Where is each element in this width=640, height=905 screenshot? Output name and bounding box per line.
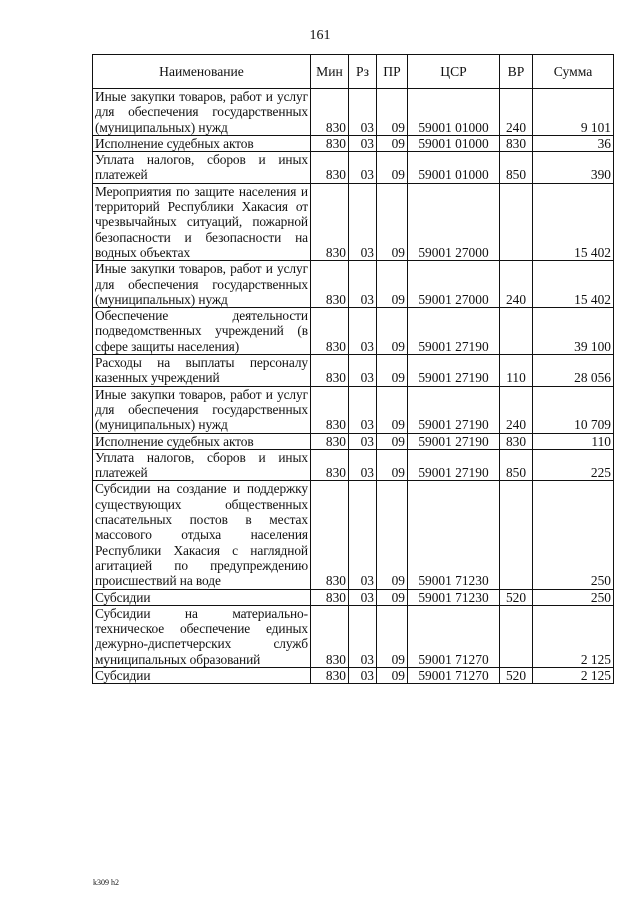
row-min: 830 bbox=[311, 386, 349, 433]
row-csr: 59001 71270 bbox=[408, 605, 500, 667]
row-sum: 36 bbox=[533, 135, 614, 151]
row-sum: 39 100 bbox=[533, 308, 614, 355]
row-min: 830 bbox=[311, 89, 349, 136]
row-csr: 59001 27190 bbox=[408, 308, 500, 355]
row-min: 830 bbox=[311, 667, 349, 683]
row-vr: 850 bbox=[500, 449, 533, 481]
row-name: Иные закупки товаров, работ и услуг для обеспечения государственных (муниципальных) нужд bbox=[93, 89, 311, 136]
row-pr: 09 bbox=[377, 589, 408, 605]
row-csr: 59001 27190 bbox=[408, 386, 500, 433]
column-header-rz: Рз bbox=[349, 55, 377, 89]
row-sum: 2 125 bbox=[533, 667, 614, 683]
row-min: 830 bbox=[311, 481, 349, 589]
row-csr: 59001 27190 bbox=[408, 355, 500, 387]
column-header-csr: ЦСР bbox=[408, 55, 500, 89]
row-sum: 28 056 bbox=[533, 355, 614, 387]
row-min: 830 bbox=[311, 433, 349, 449]
row-min: 830 bbox=[311, 261, 349, 308]
row-csr: 59001 71230 bbox=[408, 589, 500, 605]
row-csr: 59001 01000 bbox=[408, 135, 500, 151]
row-sum: 225 bbox=[533, 449, 614, 481]
row-vr: 830 bbox=[500, 433, 533, 449]
footer-code: k309 h2 bbox=[93, 878, 119, 887]
row-csr: 59001 27190 bbox=[408, 449, 500, 481]
row-vr bbox=[500, 481, 533, 589]
row-csr: 59001 01000 bbox=[408, 152, 500, 184]
budget-table bbox=[92, 54, 614, 684]
row-vr: 240 bbox=[500, 261, 533, 308]
row-sum: 2 125 bbox=[533, 605, 614, 667]
row-rz: 03 bbox=[349, 152, 377, 184]
row-min: 830 bbox=[311, 605, 349, 667]
row-min: 830 bbox=[311, 183, 349, 260]
row-min: 830 bbox=[311, 589, 349, 605]
row-rz: 03 bbox=[349, 605, 377, 667]
row-name: Исполнение судебных актов bbox=[93, 433, 311, 449]
table-row bbox=[93, 308, 614, 355]
row-pr: 09 bbox=[377, 605, 408, 667]
table-row bbox=[93, 433, 614, 449]
row-rz: 03 bbox=[349, 589, 377, 605]
row-rz: 03 bbox=[349, 481, 377, 589]
row-name: Субсидии bbox=[93, 667, 311, 683]
row-sum: 110 bbox=[533, 433, 614, 449]
row-rz: 03 bbox=[349, 355, 377, 387]
table-row bbox=[93, 183, 614, 260]
row-vr: 240 bbox=[500, 386, 533, 433]
table-row bbox=[93, 386, 614, 433]
row-sum: 250 bbox=[533, 589, 614, 605]
row-vr: 240 bbox=[500, 89, 533, 136]
table-row bbox=[93, 135, 614, 151]
row-rz: 03 bbox=[349, 433, 377, 449]
row-csr: 59001 27190 bbox=[408, 433, 500, 449]
row-pr: 09 bbox=[377, 386, 408, 433]
row-vr bbox=[500, 308, 533, 355]
row-vr bbox=[500, 605, 533, 667]
row-pr: 09 bbox=[377, 261, 408, 308]
column-header-pr: ПР bbox=[377, 55, 408, 89]
row-vr: 110 bbox=[500, 355, 533, 387]
row-csr: 59001 27000 bbox=[408, 261, 500, 308]
row-csr: 59001 27000 bbox=[408, 183, 500, 260]
row-min: 830 bbox=[311, 355, 349, 387]
table-row bbox=[93, 589, 614, 605]
row-vr: 520 bbox=[500, 667, 533, 683]
row-pr: 09 bbox=[377, 667, 408, 683]
row-name: Субсидии на материально-техническое обеспечение единых дежурно-диспетчерских служб муниципальных образований bbox=[93, 605, 311, 667]
row-rz: 03 bbox=[349, 308, 377, 355]
row-sum: 250 bbox=[533, 481, 614, 589]
table-row bbox=[93, 605, 614, 667]
column-header-name: Наименование bbox=[93, 55, 311, 89]
page-number: 161 bbox=[309, 28, 331, 43]
row-pr: 09 bbox=[377, 308, 408, 355]
table-row bbox=[93, 152, 614, 184]
row-min: 830 bbox=[311, 449, 349, 481]
row-vr bbox=[500, 183, 533, 260]
row-sum: 10 709 bbox=[533, 386, 614, 433]
row-vr: 830 bbox=[500, 135, 533, 151]
table-row bbox=[93, 89, 614, 136]
row-sum: 15 402 bbox=[533, 183, 614, 260]
row-sum: 9 101 bbox=[533, 89, 614, 136]
row-name: Иные закупки товаров, работ и услуг для обеспечения государственных (муниципальных) нужд bbox=[93, 261, 311, 308]
row-pr: 09 bbox=[377, 355, 408, 387]
row-name: Иные закупки товаров, работ и услуг для обеспечения государственных (муниципальных) нужд bbox=[93, 386, 311, 433]
row-pr: 09 bbox=[377, 135, 408, 151]
row-rz: 03 bbox=[349, 667, 377, 683]
row-sum: 15 402 bbox=[533, 261, 614, 308]
row-csr: 59001 71230 bbox=[408, 481, 500, 589]
row-csr: 59001 71270 bbox=[408, 667, 500, 683]
row-name: Исполнение судебных актов bbox=[93, 135, 311, 151]
table-row bbox=[93, 261, 614, 308]
row-min: 830 bbox=[311, 135, 349, 151]
table-row bbox=[93, 481, 614, 589]
row-name: Обеспечение деятельности подведомственных учреждений (в сфере защиты населения) bbox=[93, 308, 311, 355]
row-min: 830 bbox=[311, 308, 349, 355]
table-header-row bbox=[93, 55, 614, 89]
row-rz: 03 bbox=[349, 261, 377, 308]
table-row bbox=[93, 449, 614, 481]
column-header-vr: ВР bbox=[500, 55, 533, 89]
table-row bbox=[93, 355, 614, 387]
row-pr: 09 bbox=[377, 183, 408, 260]
row-pr: 09 bbox=[377, 152, 408, 184]
row-rz: 03 bbox=[349, 449, 377, 481]
row-vr: 520 bbox=[500, 589, 533, 605]
row-pr: 09 bbox=[377, 89, 408, 136]
row-rz: 03 bbox=[349, 89, 377, 136]
row-min: 830 bbox=[311, 152, 349, 184]
row-name: Уплата налогов, сборов и иных платежей bbox=[93, 152, 311, 184]
column-header-min: Мин bbox=[311, 55, 349, 89]
row-name: Расходы на выплаты персоналу казенных учреждений bbox=[93, 355, 311, 387]
table-row bbox=[93, 667, 614, 683]
row-pr: 09 bbox=[377, 433, 408, 449]
column-header-sum: Сумма bbox=[533, 55, 614, 89]
row-rz: 03 bbox=[349, 386, 377, 433]
row-rz: 03 bbox=[349, 135, 377, 151]
row-rz: 03 bbox=[349, 183, 377, 260]
row-csr: 59001 01000 bbox=[408, 89, 500, 136]
row-name: Уплата налогов, сборов и иных платежей bbox=[93, 449, 311, 481]
row-pr: 09 bbox=[377, 481, 408, 589]
row-name: Субсидии на создание и поддержку существующих общественных спасательных постов в местах массового отдыха населения Республики Хакасия с наглядной агитацией по предупреждению происшествий на воде bbox=[93, 481, 311, 589]
row-name: Мероприятия по защите населения и территорий Республики Хакасия от чрезвычайных ситуаций, пожарной безопасности и безопасности на водных объектах bbox=[93, 183, 311, 260]
row-pr: 09 bbox=[377, 449, 408, 481]
row-vr: 850 bbox=[500, 152, 533, 184]
row-name: Субсидии bbox=[93, 589, 311, 605]
row-sum: 390 bbox=[533, 152, 614, 184]
